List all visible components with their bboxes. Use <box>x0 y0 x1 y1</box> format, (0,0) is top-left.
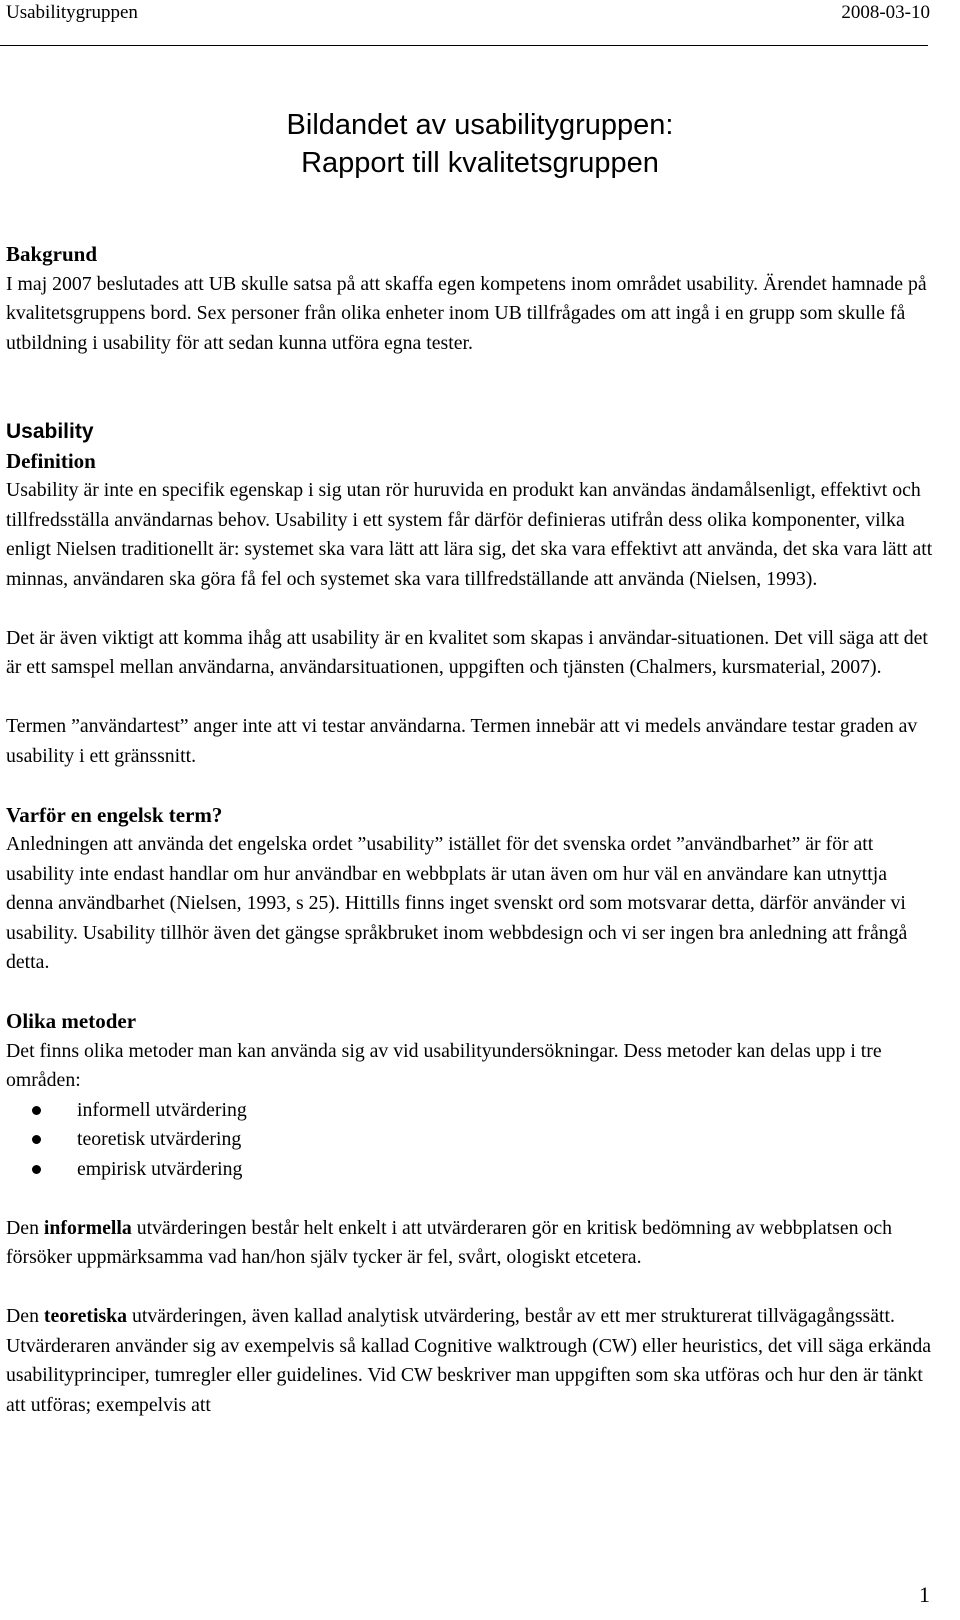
heading-definition: Definition <box>6 448 96 473</box>
heading-olika-metoder: Olika metoder <box>6 1009 137 1033</box>
paragraph-engelsk-term: Anledningen att använda det engelska ordet ”usability” istället för det svenska ordet ”användbarhet” är för att usability inte endast handlar om hur användbar en webbplats är utan även om hur väl en användare kan utnyttja denna användbarhet (Nielsen, 1993, s 25). Hittills finns inget svenskt ord som motsvarar detta, därför använder vi usability. Usability tillhör även det gängse språkbruket inom webbdesign och vi ser ingen bra anledning att frångå detta. <box>6 833 908 973</box>
heading-usability: Usability <box>6 420 94 443</box>
page-header <box>0 0 960 46</box>
heading-bakgrund: Bakgrund <box>6 242 98 266</box>
bullet-icon <box>32 1106 41 1115</box>
header-date: 2008-03-10 <box>841 2 930 23</box>
paragraph-anvandartest: Termen ”användartest” anger inte att vi testar användarna. Termen innebär att vi medels användare testar graden av usability i ett gränssnitt. <box>6 715 918 767</box>
document-body <box>6 240 936 1420</box>
title-line-2: Rapport till kvalitetsgruppen <box>301 147 659 179</box>
list-item: informell utvärdering <box>6 1096 936 1126</box>
methods-list <box>6 1096 936 1185</box>
paragraph-teoretisk: Den teoretiska utvärderingen, även kallad analytisk utvärdering, består av ett mer strukturerat tillvägagångssätt. Utvärderaren använder sig av exempelvis så kallad Cognitive walktrough (CW) eller heuristics, det vill säga erkända usabilityprinciper, tumregler eller guidelines. Vid CW beskriver man uppgiften som ska utföras och hur den är tänkt att utföras; exempelvis att <box>6 1305 932 1416</box>
list-item: empirisk utvärdering <box>6 1155 936 1185</box>
document-title <box>0 106 960 182</box>
title-line-1: Bildandet av usabilitygruppen: <box>286 109 674 141</box>
paragraph-bakgrund: I maj 2007 beslutades att UB skulle satsa på att skaffa egen kompetens inom området usability. Ärendet hamnade på kvalitetsgruppens bord. Sex personer från olika enheter inom UB tillfrågades om att ingå i en grupp som skulle få utbildning i usability för att sedan kunna utföra egna tester. <box>6 272 927 354</box>
page-number: 1 <box>919 1582 930 1607</box>
list-item: teoretisk utvärdering <box>6 1125 936 1155</box>
header-title: Usabilitygruppen <box>6 2 138 23</box>
bullet-icon <box>32 1165 41 1174</box>
paragraph-definition: Usability är inte en specifik egenskap i sig utan rör huruvida en produkt kan användas ändamålsenligt, effektivt och tillfredsställa användarnas behov. Usability i ett system får därför definieras utifrån dess olika komponenter, vilka enligt Nielsen traditionellt är: systemet ska vara lätt att lära sig, det ska vara effektivt att använda, det ska vara lätt att minnas, användaren ska göra få fel och systemet ska vara tillfredställande att använda (Nielsen, 1993). <box>6 479 933 590</box>
bullet-icon <box>32 1135 41 1144</box>
paragraph-metoder-intro: Det finns olika metoder man kan använda sig av vid usabilityundersökningar. Dess metoder kan delas upp i tre områden: <box>6 1039 882 1091</box>
header-rule <box>0 45 928 46</box>
paragraph-informell: Den informella utvärderingen består helt enkelt i att utvärderaren gör en kritisk bedömning av webbplatsen och försöker uppmärksamma vad han/hon själv tycker är fel, svårt, ologiskt etcetera. <box>6 1216 893 1268</box>
heading-engelsk-term: Varför en engelsk term? <box>6 802 223 827</box>
paragraph-anvandarsituation: Det är även viktigt att komma ihåg att usability är en kvalitet som skapas i användar-situationen. Det vill säga att det är ett samspel mellan användarna, användarsituationen, uppgiften och tjänsten (Chalmers, kursmaterial, 2007). <box>6 626 928 678</box>
